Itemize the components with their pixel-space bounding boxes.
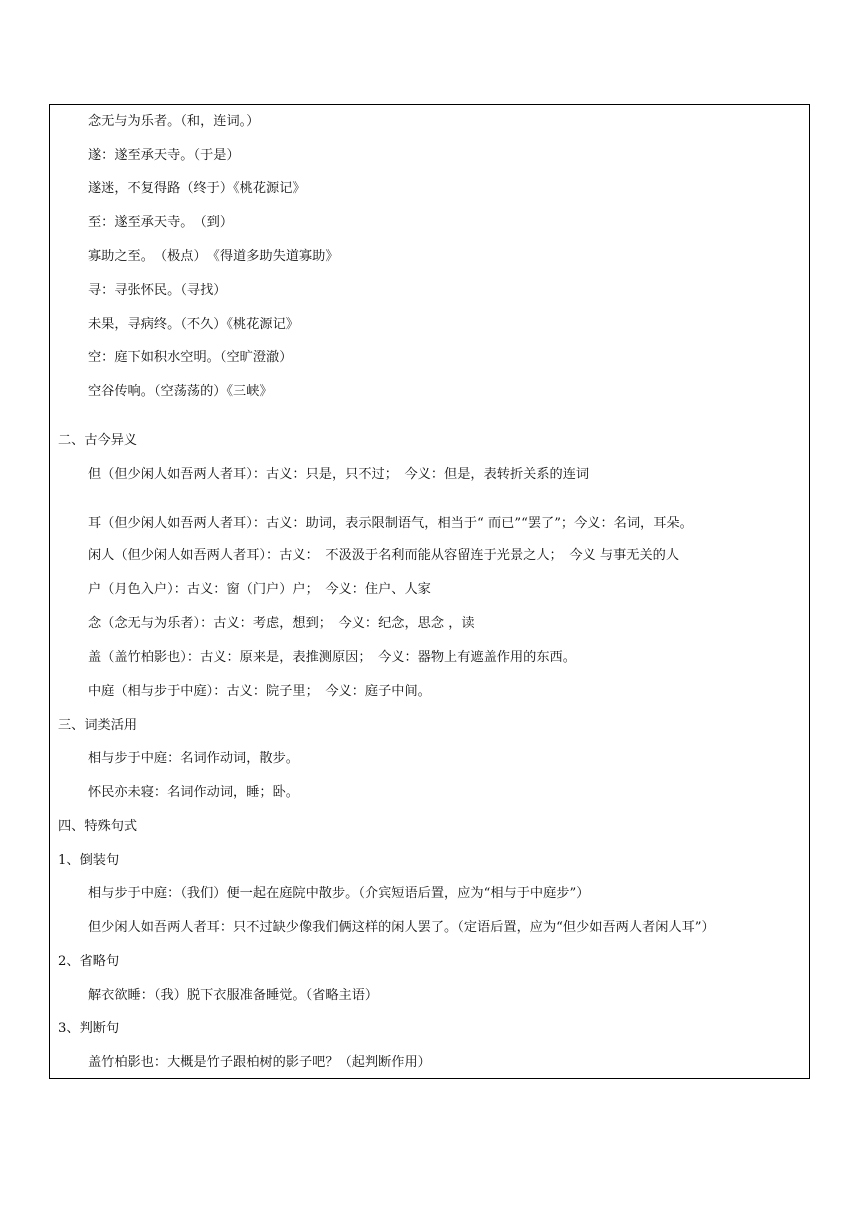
- text-line: 盖（盖竹柏影也）：古义：原来是，表推测原因； 今义：器物上有遮盖作用的东西。: [88, 650, 576, 665]
- text-line: 中庭（相与步于中庭）：古义：院子里； 今义：庭子中间。: [88, 684, 431, 699]
- text-line: 寻：寻张怀民。（寻找）: [88, 283, 227, 298]
- text-line: 怀民亦未寝：名词作动词，睡；卧。: [88, 785, 299, 800]
- text-line: 闲人（但少闲人如吾两人者耳）：古义： 不汲汲于名利而能从容留连于光景之人； 今义 与事无关的人: [88, 548, 680, 563]
- text-line: 念（念无与为乐者）：古义：考虑，想到； 今义：纪念，思念 ，读: [88, 616, 475, 631]
- text-line: 但少闲人如吾两人者耳：只不过缺少像我们俩这样的闲人罢了。（定语后置，应为“但少如吾两人者闲人耳”）: [88, 920, 715, 935]
- text-line: 空谷传响。（空荡荡的）《三峡》: [88, 384, 273, 399]
- text-line: 至：遂至承天寺。 （到）: [88, 215, 234, 230]
- text-line: 念无与为乐者。（和，连词。）: [88, 114, 260, 129]
- text-line: 户（月色入户）：古义：窗（门户）户； 今义：住户、人家: [88, 582, 431, 597]
- subsection-heading: 1、倒装句: [58, 853, 120, 868]
- text-line: 遂：遂至承天寺。（于是）: [88, 148, 240, 163]
- subsection-heading: 2、省略句: [58, 954, 120, 969]
- section-heading: 三、词类活用: [58, 718, 138, 733]
- text-line: 空：庭下如积水空明。（空旷澄澈）: [88, 350, 293, 365]
- subsection-heading: 3、判断句: [58, 1021, 120, 1036]
- text-line: 耳（但少闲人如吾两人者耳）：古义：助词，表示限制语气，相当于“ 而已”“罢了”；今义：名词，耳朵。: [88, 516, 693, 531]
- text-line: 但（但少闲人如吾两人者耳）：古义：只是，只不过； 今义：但是，表转折关系的连词: [88, 467, 590, 482]
- text-line: 盖竹柏影也：大概是竹子跟柏树的影子吧？（起判断作用）: [88, 1055, 431, 1070]
- section-heading: 四、特殊句式: [58, 819, 138, 834]
- text-line: 解衣欲睡：（我）脱下衣服准备睡觉。（省略主语）: [88, 988, 379, 1003]
- text-line: 遂迷，不复得路（终于）《桃花源记》: [88, 181, 306, 196]
- text-line: 寡助之至。 （极点） 《得道多助失道寡助》: [88, 249, 339, 264]
- section-heading: 二、古今异义: [58, 433, 138, 448]
- text-line: 相与步于中庭：名词作动词，散步。: [88, 751, 299, 766]
- text-line: 相与步于中庭：（我们）便一起在庭院中散步。（介宾短语后置，应为“相与于中庭步”）: [88, 886, 590, 901]
- text-line: 未果，寻病终。（不久）《桃花源记》: [88, 317, 299, 332]
